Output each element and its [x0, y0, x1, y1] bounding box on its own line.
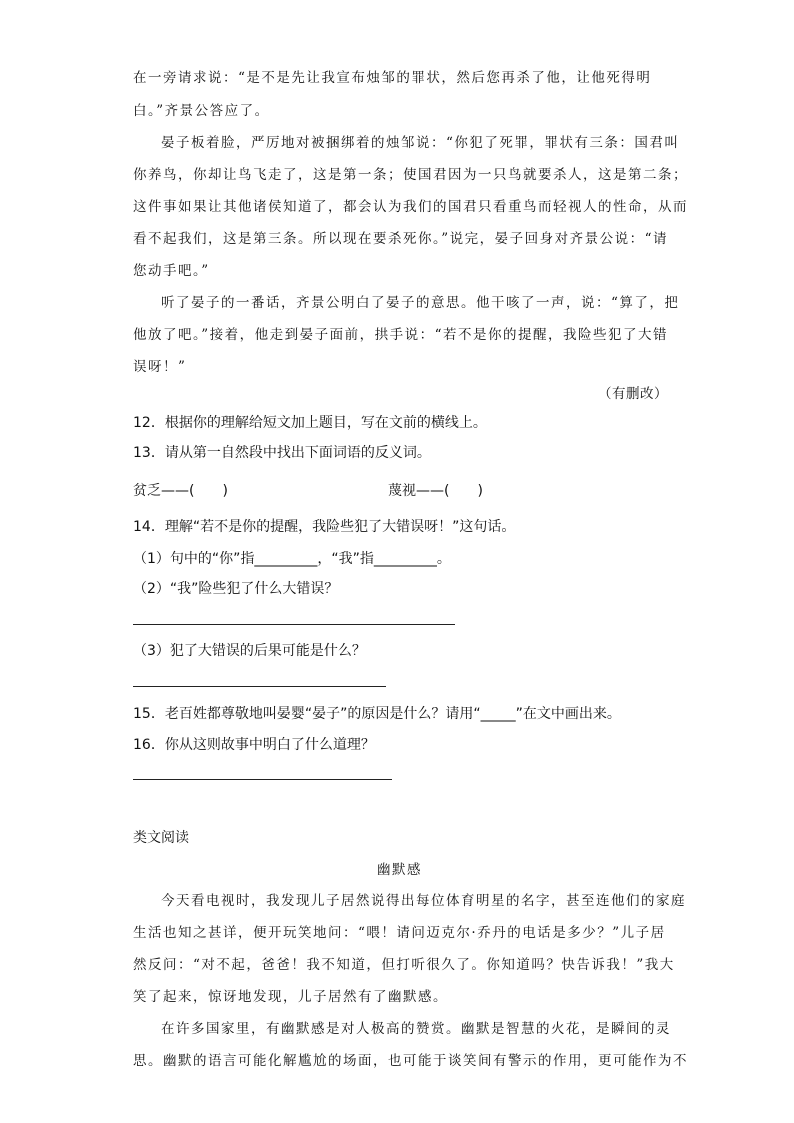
answer-line-16: [133, 779, 392, 780]
question-15: 15．老百姓都尊敬地叫晏婴“晏子”的原因是什么？请用“_____”在文中画出来。: [133, 706, 621, 722]
question-14-part-3: （3）犯了大错误的后果可能是什么？: [133, 643, 366, 659]
answer-line-14-2: [133, 624, 455, 625]
story-line-10: 误呀！”: [133, 359, 187, 375]
question-12: 12．根据你的理解给短文加上题目，写在文前的横线上。: [133, 415, 487, 431]
story-line-7: 您动手吧。”: [133, 263, 210, 279]
question-14-part-1: （1）句中的“你”指_________，“我”指_________。: [133, 551, 451, 567]
story-line-3: 晏子板着脸，严厉地对被捆绑着的烛邹说：“你犯了死罪，罪状有三条：国君叫: [161, 135, 680, 151]
section-heading: 类文阅读: [133, 830, 189, 846]
article-title: 幽默感: [377, 862, 422, 878]
question-14-part-2: （2）“我”险些犯了什么大错误？: [133, 581, 339, 597]
article-line-4: 笑了起来，惊讶地发现，儿子居然有了幽默感。: [133, 989, 448, 1005]
story-line-5: 这件事如果让其他诸侯知道了，都会认为我们的国君只看重鸟而轻视人的性命，从而: [133, 199, 688, 215]
answer-line-14-3: [133, 686, 386, 687]
story-line-8: 听了晏子的一番话，齐景公明白了晏子的意思。他干咳了一声，说：“算了，把: [161, 295, 680, 311]
article-line-5: 在许多国家里，有幽默感是对人极高的赞赏。幽默是智慧的火花，是瞬间的灵: [161, 1021, 671, 1037]
question-13-item-a: 贫乏——( ): [133, 483, 228, 499]
article-line-2: 生活也知之甚详，便开玩笑地问：“喂！请问迈克尔·乔丹的电话是多少？”儿子居: [133, 925, 666, 941]
article-line-1: 今天看电视时，我发现儿子居然说得出每位体育明星的名字，甚至连他们的家庭: [161, 893, 686, 909]
article-line-6: 思。幽默的语言可能化解尴尬的场面，也可能于谈笑间有警示的作用，更可能作为不: [133, 1053, 688, 1069]
story-line-9: 他放了吧。”接着，他走到晏子面前，拱手说：“若不是你的提醒，我险些犯了大错: [133, 327, 669, 343]
question-13: 13．请从第一自然段中找出下面词语的反义词。: [133, 445, 431, 461]
story-line-6: 看不起我们，这是第三条。所以现在要杀死你。”说完，晏子回身对齐景公说：“请: [133, 231, 669, 247]
question-13-item-b: 蔑视——( ): [388, 483, 483, 499]
edited-note: （有删改）: [598, 386, 668, 402]
question-14: 14．理解“若不是你的提醒，我险些犯了大错误呀！”这句话。: [133, 519, 516, 535]
article-line-3: 然反问：“对不起，爸爸！我不知道，但打听很久了。你知道吗？快告诉我！”我大: [133, 957, 675, 973]
question-16: 16．你从这则故事中明白了什么道理？: [133, 737, 375, 753]
story-line-1: 在一旁请求说：“是不是先让我宣布烛邹的罪状，然后您再杀了他，让他死得明: [133, 70, 652, 86]
story-line-4: 你养鸟，你却让鸟飞走了，这是第一条；使国君因为一只鸟就要杀人，这是第二条；: [133, 167, 688, 183]
story-line-2: 白。”齐景公答应了。: [133, 103, 270, 119]
